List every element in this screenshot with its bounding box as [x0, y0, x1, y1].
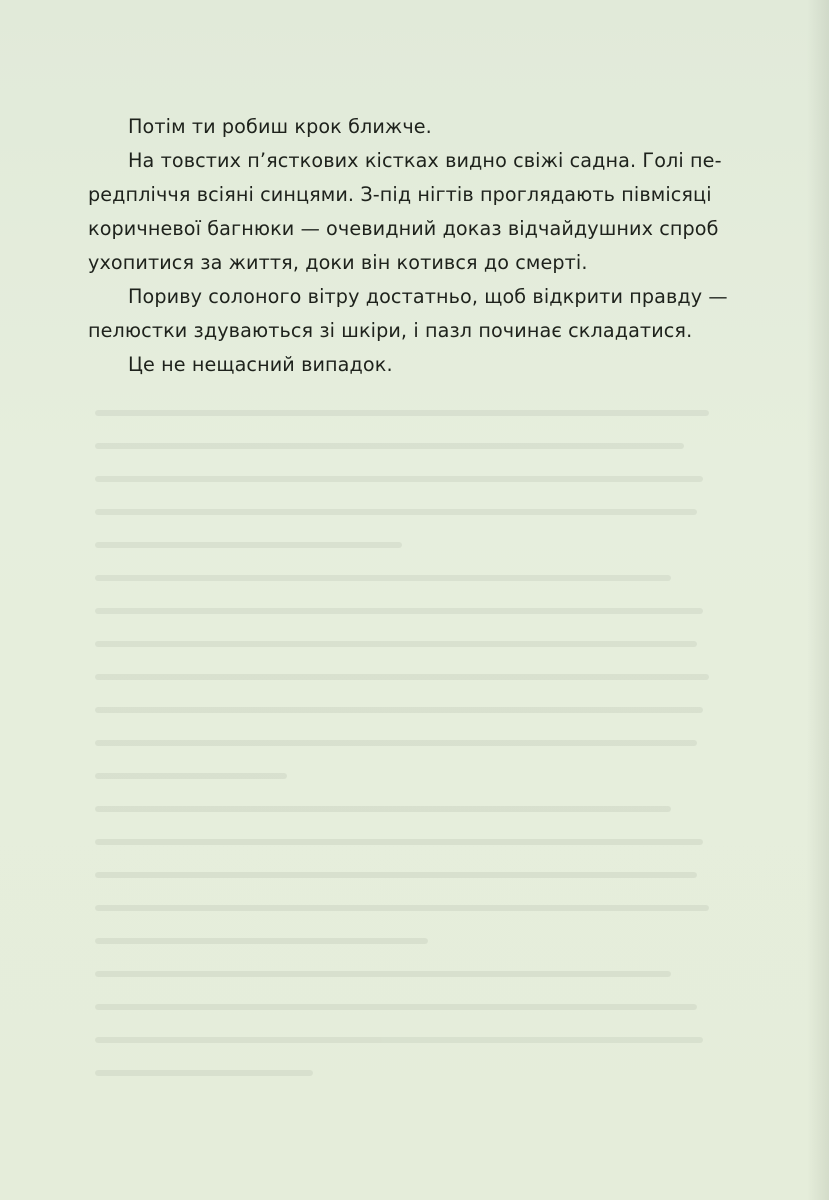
- text-line: ухопитися за життя, доки він котився до смерті.: [88, 251, 588, 274]
- text-line: Це не нещасний випадок.: [128, 353, 393, 376]
- show-through-text: [95, 410, 735, 1110]
- body-text: [88, 110, 728, 382]
- paragraph: [88, 280, 728, 348]
- paragraph: [88, 144, 728, 280]
- text-line: коричневої багнюки — очевидний доказ відчайдушних спроб: [88, 217, 719, 240]
- text-line: пелюстки здуваються зі шкіри, і пазл починає складатися.: [88, 319, 693, 342]
- paragraph: [88, 348, 728, 382]
- page-edge-shadow: [807, 0, 829, 1200]
- paragraph: [88, 110, 728, 144]
- text-line: Потім ти робиш крок ближче.: [128, 115, 432, 138]
- text-line: На товстих п’ясткових кістках видно свіжі садна. Голі пе-: [128, 149, 722, 172]
- text-line: Пориву солоного вітру достатньо, щоб відкрити правду —: [128, 285, 728, 308]
- text-line: редпліччя всіяні синцями. З-під нігтів проглядають півмісяці: [88, 183, 712, 206]
